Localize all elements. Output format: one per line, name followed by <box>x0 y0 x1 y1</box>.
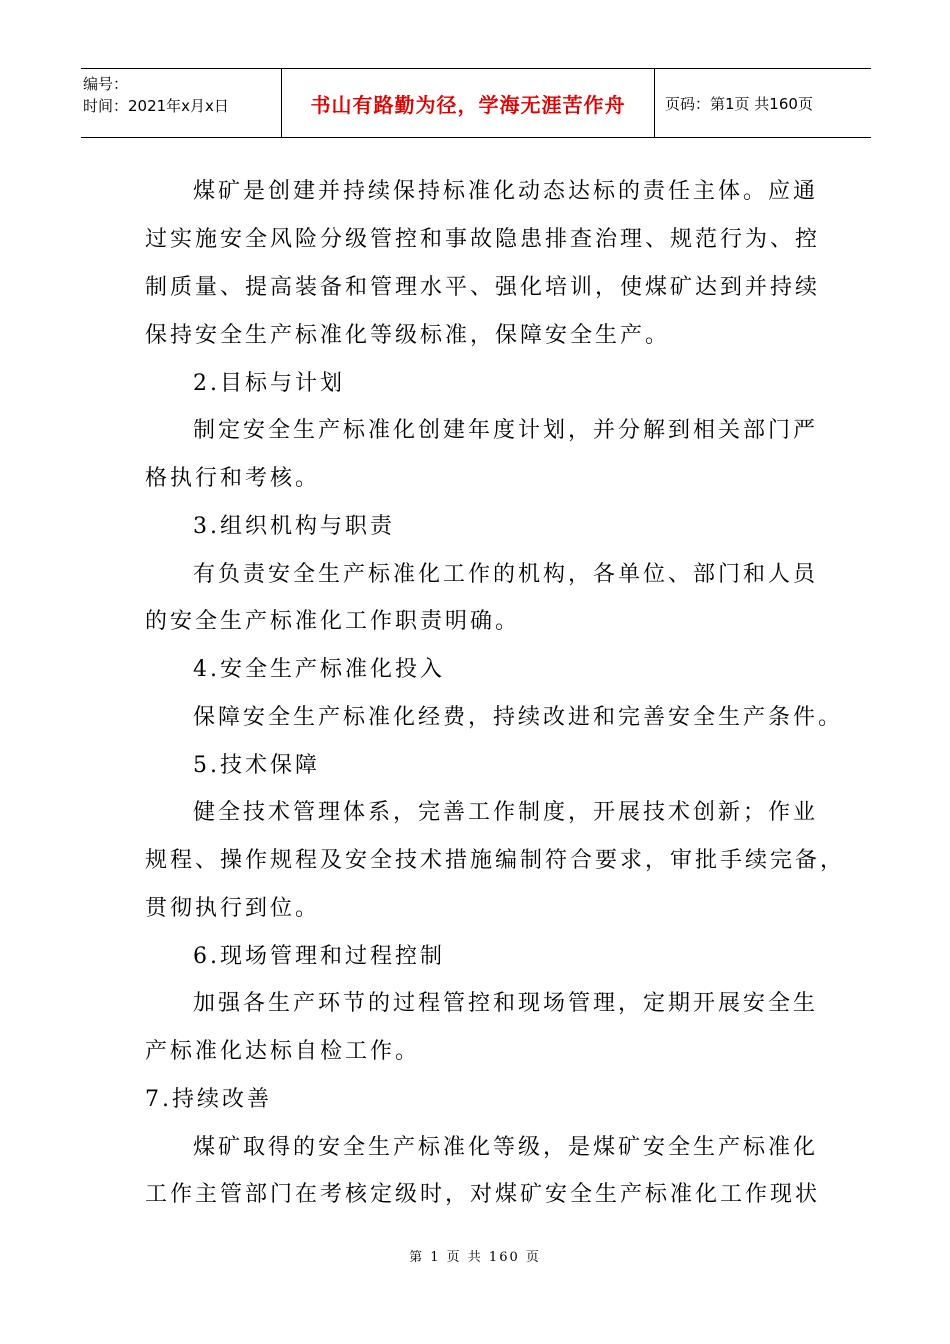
body-line: 制质量、提高装备和管理水平、强化培训，使煤矿达到并持续 <box>145 275 821 300</box>
section-heading: 6.现场管理和过程控制 <box>193 944 445 969</box>
body-line: 制定安全生产标准化创建年度计划，并分解到相关部门严 <box>193 418 819 443</box>
doc-number-label: 编号： <box>83 75 129 93</box>
header-page-info: 页码：第1页 共160页 <box>665 94 813 113</box>
body-line: 规程、操作规程及安全技术措施编制符合要求，审批手续完备， <box>145 848 846 873</box>
header-motto: 书山有路勤为径，学海无涯苦作舟 <box>310 92 626 117</box>
page-header <box>81 68 871 138</box>
body-line: 加强各生产环节的过程管控和现场管理，定期开展安全生 <box>193 991 819 1016</box>
section-heading: 7.持续改善 <box>145 1087 272 1112</box>
header-page-cell <box>655 69 871 137</box>
body-line: 保持安全生产标准化等级标准，保障安全生产。 <box>145 323 671 348</box>
section-heading: 2.目标与计划 <box>193 371 345 396</box>
body-line: 有负责安全生产标准化工作的机构，各单位、部门和人员 <box>193 562 819 587</box>
page-footer: 第 1 页 共 160 页 <box>409 1250 541 1265</box>
body-line: 工作主管部门在考核定级时，对煤矿安全生产标准化工作现状 <box>145 1182 821 1207</box>
header-meta <box>81 69 282 137</box>
body-line: 煤矿是创建并持续保持标准化动态达标的责任主体。应通 <box>193 179 819 204</box>
body-line: 格执行和考核。 <box>145 466 321 491</box>
section-heading: 4.安全生产标准化投入 <box>193 657 445 682</box>
header-motto-cell <box>282 69 655 137</box>
body-line: 产标准化达标自检工作。 <box>145 1039 421 1064</box>
body-line: 保障安全生产标准化经费，持续改进和完善安全生产条件。 <box>193 705 844 730</box>
body-line: 健全技术管理体系，完善工作制度，开展技术创新；作业 <box>193 800 819 825</box>
section-heading: 5.技术保障 <box>193 753 320 778</box>
body-line: 过实施安全风险分级管控和事故隐患排查治理、规范行为、控 <box>145 227 821 252</box>
doc-time-label: 时间：2021年x月x日 <box>83 97 229 115</box>
body-line: 贯彻执行到位。 <box>145 896 321 921</box>
body-line: 煤矿取得的安全生产标准化等级，是煤矿安全生产标准化 <box>193 1135 819 1160</box>
body-line: 的安全生产标准化工作职责明确。 <box>145 609 521 634</box>
section-heading: 3.组织机构与职责 <box>193 514 395 539</box>
